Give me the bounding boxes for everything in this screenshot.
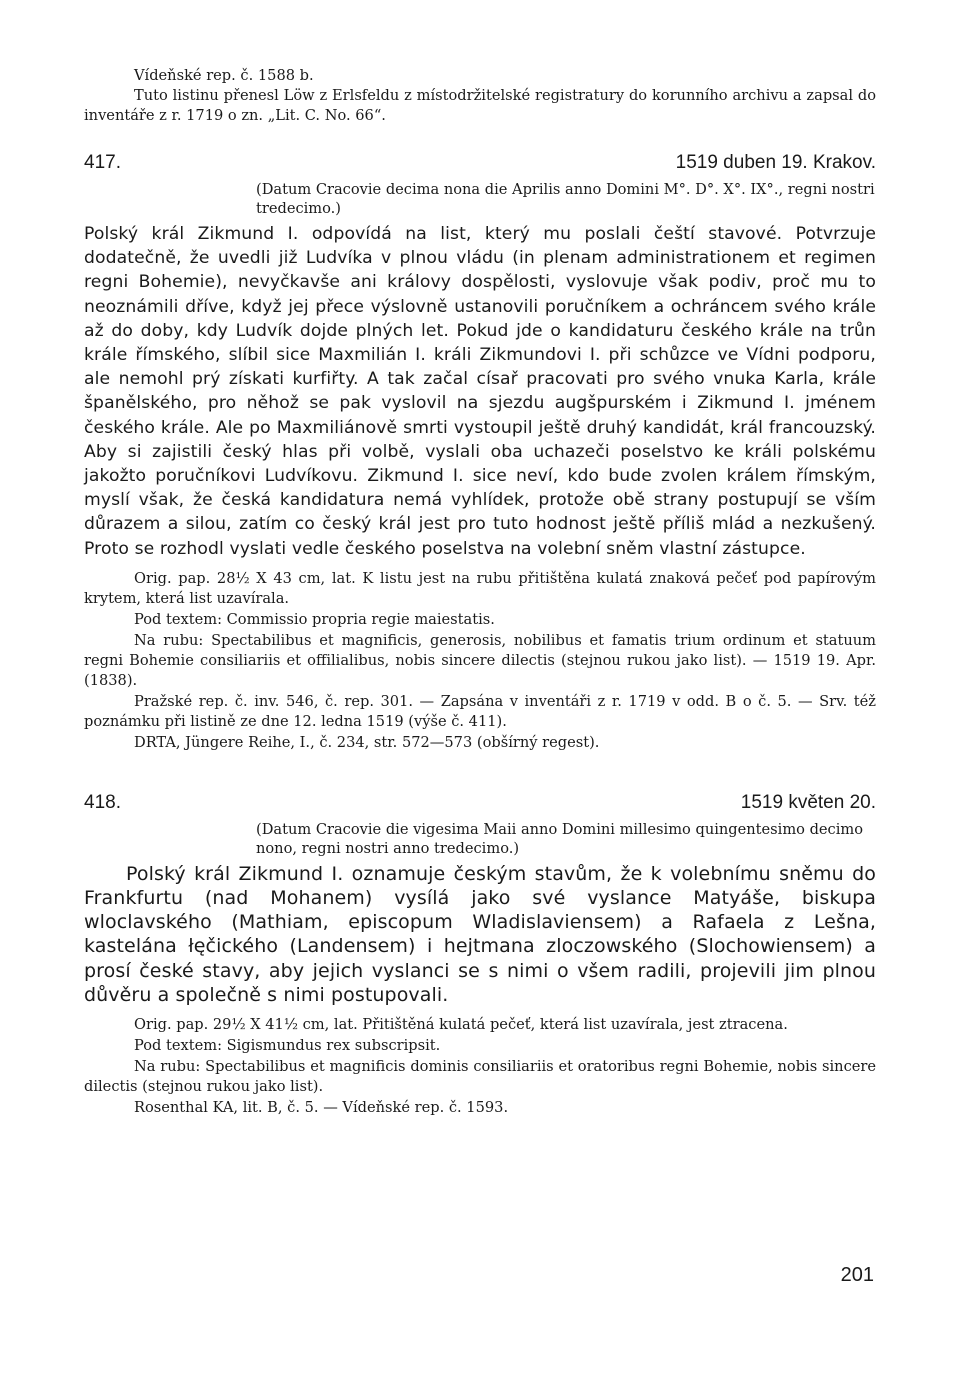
entry-417 — [84, 152, 876, 753]
note-address: Na rubu: Spectabilibus et magnificis dominis consiliariis et oratoribus regni Bohemie, nobis sincere dilectis (stejnou rukou jako list). — [84, 1058, 876, 1096]
entry-notes — [84, 569, 876, 753]
note-sources: Rosenthal KA, lit. B, č. 5. — Vídeňské rep. č. 1593. — [134, 1099, 509, 1117]
entry-dating: (Datum Cracovie decima nona die Aprilis anno Domini M°. D°. X°. IX°., regni nostri tredecimo.) — [256, 181, 875, 217]
note-under-text: Pod textem: Commissio propria regie maiestatis. — [134, 610, 495, 628]
entry-heading — [84, 152, 876, 174]
entry-regest: Polský král Zikmund I. oznamuje českým stavům, že k volebnímu sněmu do Frankfurtu (nad Mohanem) vysílá jako své vyslance Matyáše, biskupa wloclavského (Mathiam, episcopum Wladislaviensem) a Rafaela z Lešna, kastelána łęčického (Landensem) i hejtmana zloczowského (Slochowiensem) a prosí české stavy, aby jejich vyslanci se s nimi o všem radili, projevili jim plnou důvěru a společně s nimi postupovali. — [84, 862, 876, 1006]
entry-heading — [84, 792, 876, 814]
entry-regest: Polský král Zikmund I. odpovídá na list, který mu poslali čeští stavové. Potvrzuje dodatečně, že uvedli již Ludvíka v plnou vládu (in plenam administrationem et regimen regni Bohemie), nevyčkavše ani královy dospělosti, vyslovuje však podiv, proč mu to neoznámili dříve, když jej přece výslovně ustanovili poručníkem a ochráncem svého krále až do doby, kdy Ludvík dojde plných let. Pokud jde o kandidaturu českého krále na trůn krále římského, slíbil sice Maxmilián I. králi Zikmundovi I. při schůzce ve Vídni podporu, ale nemohl prý získati kurfiřty. A tak začal císař pracovati pro svého vnuka Karla, krále španělského, pro něhož se pak vyslovil na sjezdu augšpurském i Zikmund I. jménem českého krále. Ale po Maxmiliánově smrti vystoupil ještě druhý kandidát, král francouzský. Aby si zajistili český hlas při volbě, vyslali oba uchazeči poselstvo ke králi polskému jakožto poručníkovi Ludvíkovu. Zikmund I. sice neví, kdo bude zvolen králem římským, myslí však, že česká kandidatura nemá vyhlídek, protože obě strany postupují se vším důrazem a silou, zatím co český král jest pro tuto hodnost ještě příliš mlád a nezkušený. Proto se rozhodl vyslati vedle českého poselstva na volební sněm vlastní zástupce. — [84, 224, 876, 559]
entry-dating: (Datum Cracovie die vigesima Maii anno Domini millesimo quingentesimo decimo nono, regni nostri anno tredecimo.) — [256, 820, 864, 857]
repertory-reference: Vídeňské rep. č. 1588 b. — [134, 67, 314, 84]
entry-418 — [84, 792, 876, 1118]
transfer-note: Tuto listinu přenesl Löw z Erlsfeldu z místodržitelské registratury do korunního archivu a zapsal do inventáře z r. 1719 o zn. „Lit. C. No. 66“. — [84, 87, 876, 124]
entry-notes — [84, 1015, 876, 1118]
note-literature: DRTA, Jüngere Reihe, I., č. 234, str. 572—573 (obšírný regest). — [134, 733, 600, 751]
page-number: 201 — [840, 1264, 874, 1286]
page-content — [84, 66, 876, 1119]
entry-date-place: 1519 duben 19. Krakov. — [675, 152, 876, 173]
note-address: Na rubu: Spectabilibus et magnificis, generosis, nobilibus et famatis trium ordinum et statuum regni Bohemie consiliariis et offilialibus, nobis sincere dilectis (stejnou rukou jako list). — 1519 19. Apr. (1838). — [84, 631, 876, 689]
note-repertory: Pražské rep. č. inv. 546, č. rep. 301. — Zapsána v inventáři z r. 1719 v odd. B o č. 5. — Srv. též poznámku při listině ze dne 12. ledna 1519 (výše č. 411). — [84, 692, 876, 730]
note-original: Orig. pap. 28½ X 43 cm, lat. K listu jest na rubu přitištěna kulatá znaková pečeť pod papírovým krytem, která list uzavírala. — [84, 569, 876, 607]
entry-date-place: 1519 květen 20. — [740, 791, 876, 813]
entry-number: 417. — [84, 152, 121, 173]
entry-number: 418. — [84, 791, 121, 813]
note-original: Orig. pap. 29½ X 41½ cm, lat. Přitištěná kulatá pečeť, která list uzavírala, jest ztracena. — [134, 1016, 788, 1034]
header-notes — [84, 66, 876, 126]
note-under-text: Pod textem: Sigismundus rex subscripsit. — [134, 1037, 441, 1055]
